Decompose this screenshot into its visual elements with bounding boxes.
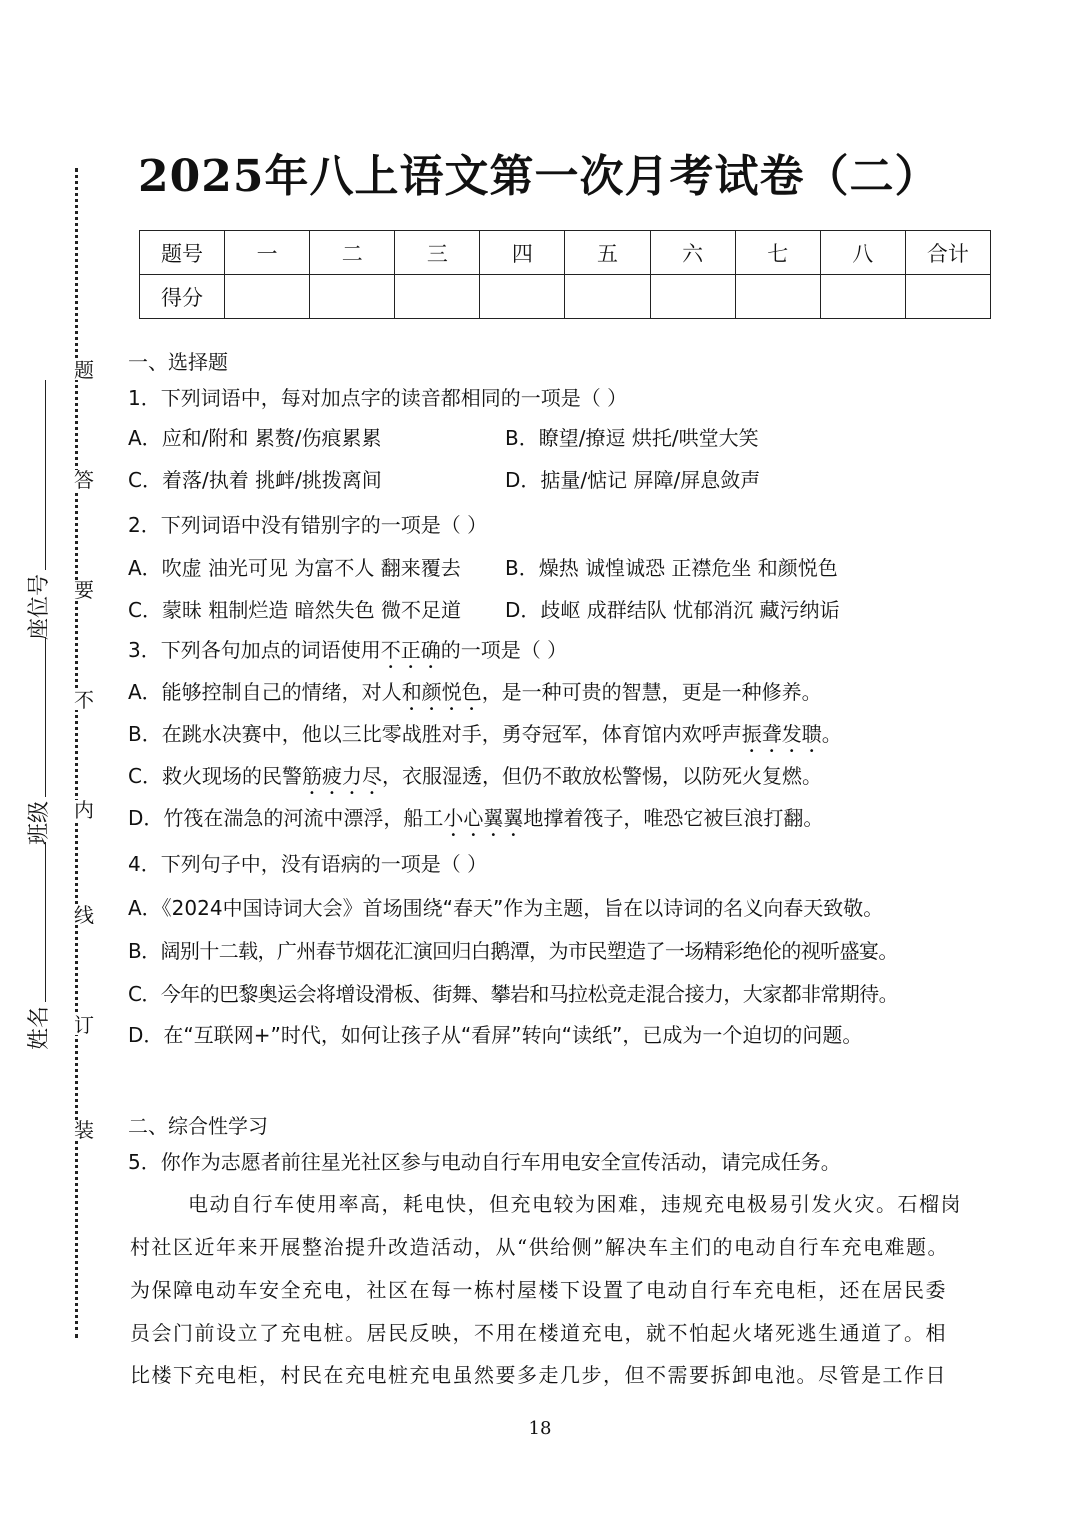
question-3-option-a (128, 678, 822, 715)
option-text: D．竹筏在湍急的河流中漂浮，船工 (128, 806, 444, 830)
score-header-cell: 二 (310, 231, 395, 275)
score-input-cell[interactable] (650, 275, 735, 319)
question-5-stem: 5．你作为志愿者前往星光社区参与电动自行车用电安全宣传活动，请完成任务。 (128, 1150, 841, 1174)
score-row-label: 得分 (140, 275, 225, 319)
score-input-cell[interactable] (395, 275, 480, 319)
option-prefix: A． (128, 426, 162, 450)
question-4-stem: 4．下列句子中，没有语病的一项是（ ） (128, 852, 488, 876)
name-blank[interactable] (45, 842, 46, 1002)
section-heading: 一、选择题 (128, 350, 228, 374)
option-emphasis: 振聋发聩 (741, 722, 822, 746)
binding-char: 题 (74, 358, 94, 382)
option-text: 掂量/惦记 屏障/屏息敛声 (540, 468, 761, 492)
score-header-cell: 四 (480, 231, 565, 275)
question-2-option-d: D．歧岖 成群结队 忧郁消沉 藏污纳诟 (505, 598, 840, 622)
seat-number-text: 座位号 (27, 573, 52, 640)
score-input-cell[interactable] (565, 275, 650, 319)
passage-line: 为保障电动车安全充电，社区在每一栋村屋楼下设置了电动自行车充电柜，还在居民委 (130, 1278, 947, 1302)
binding-char: 答 (74, 468, 94, 492)
option-text: B．在跳水决赛中，他以三比零战胜对手，勇夺冠军，体育馆内欢呼声 (128, 722, 742, 746)
question-1-option-d (505, 466, 760, 494)
score-header-cell: 八 (820, 231, 905, 275)
score-header-cell: 合计 (905, 231, 990, 275)
option-prefix: B． (505, 426, 539, 450)
score-input-cell[interactable] (480, 275, 565, 319)
passage-line: 比楼下充电柜，村民在充电桩充电虽然要多走几步，但不需要拆卸电池。尽管是工作日 (130, 1363, 947, 1387)
question-2-stem: 2．下列词语中没有错别字的一项是（ ） (128, 513, 488, 537)
section-heading: 二、综合性学习 (128, 1114, 268, 1138)
score-input-cell[interactable] (735, 275, 820, 319)
option-text: 地撑着筏子，唯恐它被巨浪打翻。 (523, 806, 824, 830)
question-1-stem: 1．下列词语中，每对加点字的读音都相同的一项是（ ） (128, 386, 628, 410)
score-input-cell[interactable] (820, 275, 905, 319)
question-4-option-a: A．《2024中国诗词大会》首场围绕“春天”作为主题，旨在以诗词的名义向春天致敬。 (128, 896, 884, 920)
option-text: ，衣服湿透，但仍不敢放松警惕，以防死火复燃。 (381, 764, 822, 788)
option-prefix: C． (128, 468, 162, 492)
exam-title: 2025年八上语文第一次月考试卷（二） (138, 151, 940, 202)
question-4-option-d: D．在“互联网+”时代，如何让孩子从“看屏”转向“读纸”，已成为一个迫切的问题。 (128, 1023, 863, 1047)
option-prefix: D． (505, 468, 541, 492)
score-input-cell[interactable] (310, 275, 395, 319)
passage-line: 员会门前设立了充电桩。居民反映，不用在楼道充电，就不怕起火堵死逃生通道了。相 (130, 1321, 947, 1345)
binding-char: 内 (74, 798, 94, 822)
score-header-cell: 题号 (140, 231, 225, 275)
seat-number-label (22, 380, 53, 640)
class-blank[interactable] (45, 637, 46, 797)
question-2-option-b: B．燥热 诚惶诚恐 正襟危坐 和颜悦色 (505, 556, 838, 580)
option-text: 着落/执着 挑衅/挑拨离间 (161, 468, 382, 492)
question-3-option-d (128, 804, 823, 841)
question-2-option-a: A．吹虚 油光可见 为富不人 翻来覆去 (128, 556, 461, 580)
page-number: 18 (528, 1418, 552, 1439)
option-text: A．能够控制自己的情绪，对人 (128, 680, 402, 704)
stem-text: 的一项是（ ） (440, 638, 568, 662)
question-4-option-b: B．阔别十二载，广州春节烟花汇演回归白鹅潭，为市民塑造了一场精彩绝伦的视听盛宴。 (128, 939, 898, 963)
score-header-cell: 七 (735, 231, 820, 275)
question-1-option-c (128, 466, 382, 494)
question-1-option-a (128, 424, 382, 452)
name-label (22, 842, 53, 1050)
question-4-option-c: C．今年的巴黎奥运会将增设滑板、街舞、攀岩和马拉松竞走混合接力，大家都非常期待。 (128, 982, 898, 1006)
binding-char: 不 (74, 688, 94, 712)
score-table-header-row (140, 231, 991, 275)
score-header-cell: 一 (225, 231, 310, 275)
option-emphasis: 筋疲力尽 (301, 764, 382, 788)
score-header-cell: 六 (650, 231, 735, 275)
binding-char: 订 (74, 1013, 94, 1037)
binding-char: 要 (74, 578, 94, 602)
score-table-score-row (140, 275, 991, 319)
score-header-cell: 三 (395, 231, 480, 275)
option-emphasis: 小心翼翼 (443, 806, 524, 830)
question-2-option-c: C．蒙昧 粗制烂造 暗然失色 微不足道 (128, 598, 462, 622)
score-header-cell: 五 (565, 231, 650, 275)
option-emphasis: 和颜悦色 (401, 680, 482, 704)
passage-line: 村社区近年来开展整治提升改造活动，从“供给侧”解决车主们的电动自行车充电难题。 (130, 1235, 949, 1259)
option-text: C．救火现场的民警 (128, 764, 302, 788)
seat-number-blank[interactable] (45, 380, 46, 570)
question-3-option-c (128, 762, 822, 799)
class-text: 班级 (27, 800, 52, 845)
passage-line: 电动自行车使用率高，耗电快，但充电较为困难，违规充电极易引发火灾。石榴岗 (188, 1192, 962, 1216)
score-table (139, 230, 991, 319)
binding-char: 线 (74, 903, 94, 927)
stem-text: 3．下列各句加点的词语使用 (128, 638, 381, 662)
binding-char: 装 (74, 1118, 94, 1142)
binding-dotted-line (75, 168, 78, 1338)
stem-emphasis: 不正确 (380, 638, 441, 662)
score-input-cell[interactable] (225, 275, 310, 319)
option-text: ，是一种可贵的智慧，更是一种修养。 (481, 680, 822, 704)
class-label (22, 637, 53, 845)
option-text: 。 (821, 722, 842, 746)
question-1-option-b (505, 424, 759, 452)
option-text: 应和/附和 累赘/伤痕累累 (161, 426, 382, 450)
question-3-option-b (128, 720, 842, 757)
question-3-stem (128, 636, 567, 673)
option-text: 瞭望/撩逗 烘托/哄堂大笑 (538, 426, 759, 450)
name-text: 姓名 (27, 1005, 52, 1050)
score-input-cell[interactable] (905, 275, 990, 319)
